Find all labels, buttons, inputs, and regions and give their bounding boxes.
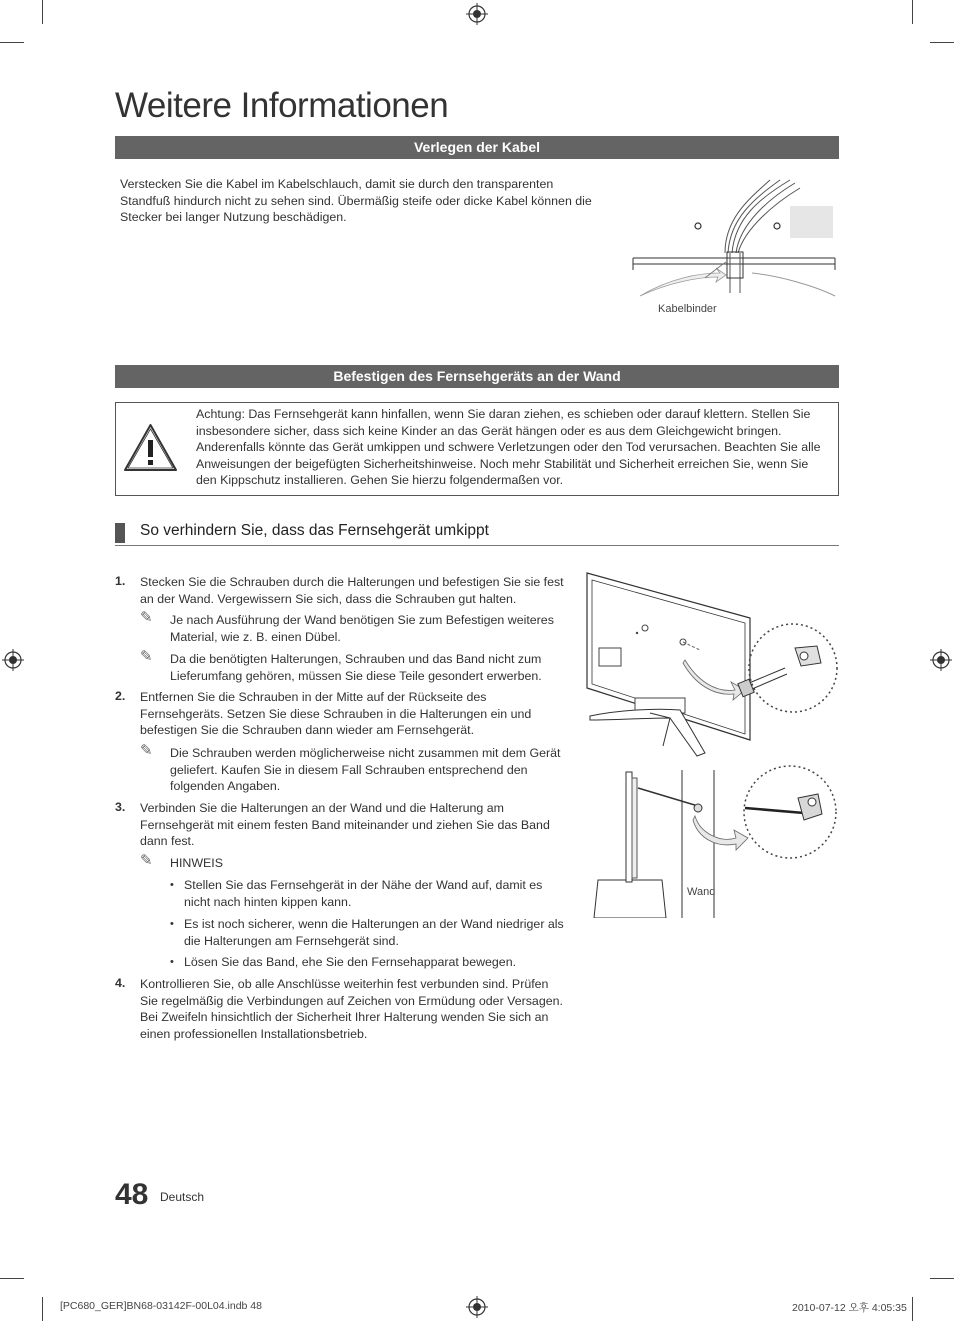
crop-mark (912, 0, 913, 24)
warning-text (196, 406, 828, 489)
file-info: [PC680_GER]BN68-03142F-00L04.indb 48 (60, 1300, 262, 1312)
step-text: Stecken Sie die Schrauben durch die Halterungen und befestigen Sie sie fest an der Wand. Vergewissern Sie sich, dass die Schrauben gut halten. (140, 575, 564, 606)
subsection-divider (115, 545, 839, 546)
note-heading: HINWEIS (170, 856, 224, 870)
cables-paragraph: Verstecken Sie die Kabel im Kabelschlauch, damit sie durch den transparenten Standfuß hindurch nicht zu sehen sind. Übermäßig steife oder dicke Kabel können die Stecker bei langer Nutzung beschädigen. (120, 177, 592, 225)
section-heading-wall-mount: Befestigen des Fernsehgeräts an der Wand (115, 365, 839, 388)
step-text: Kontrollieren Sie, ob alle Anschlüsse weiterhin fest verbunden sind. Prüfen Sie regelmäßig die Verbindungen auf Zeichen von Ermüdung oder Versagen. Bei Zweifeln hinsichtlich der Sicherheit Ihrer Halterung wenden Sie sich an einen professionellen Installationsbetrieb. (140, 977, 563, 1041)
wall-label: Wand (687, 886, 716, 898)
registration-mark-icon (930, 649, 952, 671)
warning-label: Achtung (196, 407, 242, 421)
print-timestamp: 2010-07-12 오후 4:05:35 (792, 1302, 907, 1314)
bullet-item: Es ist noch sicherer, wenn die Halterungen an der Wand niedriger als die Halterungen am Fernsehgerät sind. (184, 917, 564, 948)
page-title: Weitere Informationen (115, 86, 449, 125)
note-pencil-icon: ✎ (140, 648, 153, 665)
note-pencil-icon: ✎ (140, 742, 153, 759)
crop-mark (42, 1297, 43, 1321)
step-number: 1. (115, 574, 126, 588)
bullet-item: Lösen Sie das Band, ehe Sie den Fernsehapparat bewegen. (184, 955, 517, 969)
step-note: Die Schrauben werden möglicherweise nicht zusammen mit dem Gerät geliefert. Kaufen Sie in diesem Fall Schrauben entsprechend den folgenden Angaben. (170, 746, 561, 794)
page-number: 48 (115, 1178, 149, 1211)
crop-mark (930, 42, 954, 43)
cable-tie-label: Kabelbinder (658, 303, 717, 315)
language-label: Deutsch (160, 1190, 205, 1204)
crop-mark (0, 42, 24, 43)
registration-mark-icon (2, 649, 24, 671)
step-number: 4. (115, 976, 126, 990)
crop-mark (0, 1278, 24, 1279)
note-pencil-icon: ✎ (140, 609, 153, 626)
subheading-marker (115, 523, 125, 543)
step-note: Je nach Ausführung der Wand benötigen Sie zum Befestigen weiteres Material, wie z. B. einen Dübel. (170, 613, 554, 644)
step-number: 2. (115, 689, 126, 703)
crop-mark (912, 1297, 913, 1321)
registration-mark-icon (466, 3, 488, 25)
note-pencil-icon: ✎ (140, 852, 153, 869)
crop-mark (930, 1278, 954, 1279)
bullet-icon: • (170, 956, 174, 968)
subsection-title: So verhindern Sie, dass das Fernsehgerät umkippt (140, 522, 489, 539)
tv-rear-bracket-figure (585, 568, 840, 758)
warning-triangle-icon (123, 423, 178, 472)
bullet-item: Stellen Sie das Fernsehgerät in der Nähe der Wand auf, damit es nicht nach hinten kippen kann. (184, 878, 543, 909)
step-number: 3. (115, 800, 126, 814)
crop-mark (42, 0, 43, 24)
step-note: Da die benötigten Halterungen, Schrauben und das Band nicht zum Lieferumfang gehören, müssen Sie diese Teile gesondert erwerben. (170, 652, 542, 683)
registration-mark-icon (466, 1296, 488, 1318)
section-heading-cables: Verlegen der Kabel (115, 136, 839, 159)
step-text: Verbinden Sie die Halterungen an der Wand und die Halterung am Fernsehgerät mit einem festen Band miteinander und ziehen Sie das Band dann fest. (140, 801, 550, 849)
step-text: Entfernen Sie die Schrauben in der Mitte auf der Rückseite des Fernsehgeräts. Setzen Sie diese Schrauben in die Halterungen ein und befestigen Sie die Schrauben dann wieder am Fernsehgerät. (140, 690, 532, 738)
bullet-icon: • (170, 879, 174, 891)
warning-body: : Das Fernsehgerät kann hinfallen, wenn Sie daran ziehen, es schieben oder darauf klettern. Stellen Sie insbesondere sicher, dass sich keine Kinder an das Gerät hängen oder es aus dem Gleichgewicht bringen. Anderenfalls könnte das Gerät umkippen und schwere Verletzungen oder den Tod verursachen. Beachten Sie alle Anweisungen der beigefügten Sicherheitshinweise. Noch mehr Stabilität und Sicherheit erreichen Sie, wenn Sie den Kippschutz installieren. Gehen Sie hierzu folgendermaßen vor. (196, 407, 821, 488)
bullet-icon: • (170, 918, 174, 930)
cable-routing-figure (630, 178, 840, 303)
